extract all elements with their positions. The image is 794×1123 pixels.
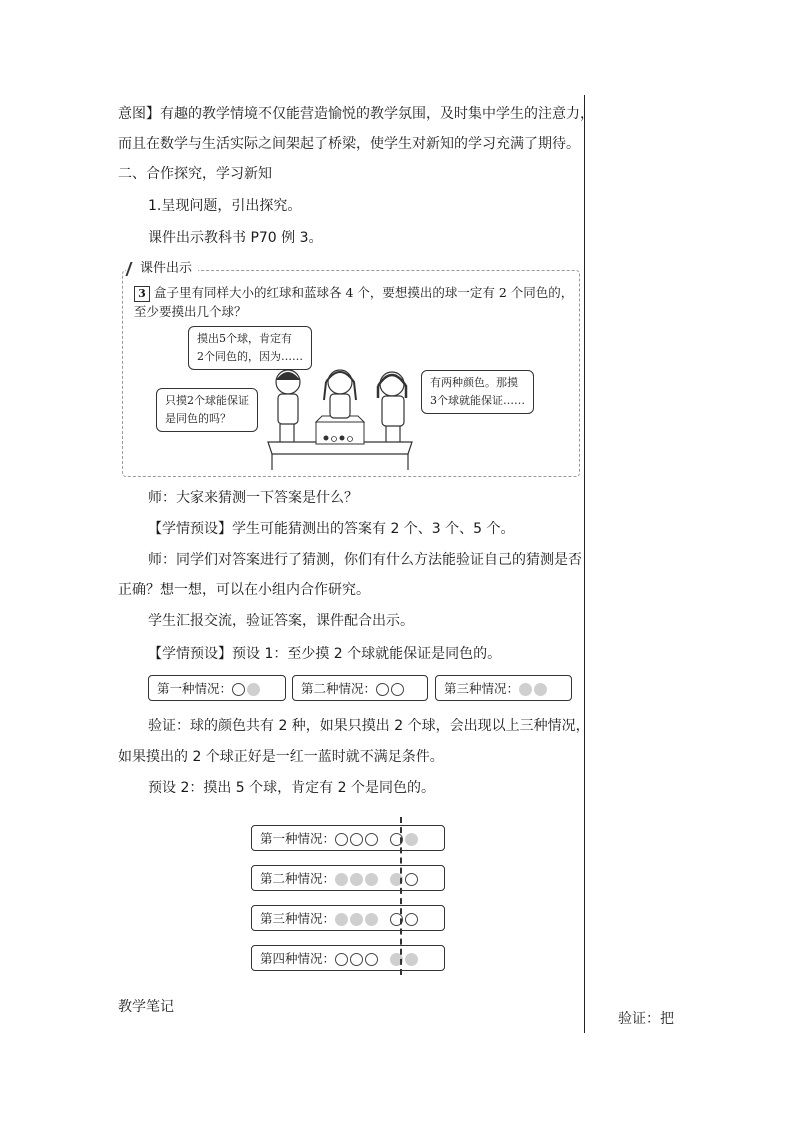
intent-line-2: 而且在数学与生活实际之间架起了桥梁，使学生对新知的学习充满了期待。 xyxy=(118,136,580,152)
section-heading: 二、合作探究，学习新知 xyxy=(118,166,272,182)
example-question-text-1: 盒子里有同样大小的红球和蓝球各 4 个，要想摸出的球一定有 2 个同色的， xyxy=(154,285,574,300)
column-divider xyxy=(584,95,585,1033)
situation-5-box-4 xyxy=(251,945,445,971)
preset-text: 学生可能猜测出的答案有 2 个、3 个、5 个。 xyxy=(232,521,515,537)
red-ball xyxy=(365,833,378,846)
courseware-intro: 课件出示教科书 P70 例 3。 xyxy=(148,230,323,246)
report-line: 学生汇报交流，验证答案，课件配合出示。 xyxy=(148,613,414,629)
situation-label: 第二种情况： xyxy=(301,681,377,696)
blue-ball xyxy=(365,873,378,886)
preset-text-2: 预设 1：至少摸 2 个球就能保证是同色的。 xyxy=(232,646,502,662)
bubble-left-line-2: 是同色的吗？ xyxy=(165,412,231,425)
bubble-top-line-1: 摸出5个球，肯定有 xyxy=(197,332,292,345)
blue-ball xyxy=(350,873,363,886)
teacher-question-2b: 正确？想一想，可以在小组内合作研究。 xyxy=(118,582,370,598)
bubble-right-line-2: 3个球就能保证…… xyxy=(430,394,525,407)
red-ball xyxy=(335,833,348,846)
red-ball xyxy=(405,913,418,926)
situation-2-box-1 xyxy=(148,675,286,701)
step-1: 1.呈现问题，引出探究。 xyxy=(148,198,302,214)
red-ball xyxy=(365,953,378,966)
situation-label: 第一种情况： xyxy=(260,831,336,846)
red-ball xyxy=(391,683,404,696)
example-question-line-2: 至少要摸出几个球？ xyxy=(134,304,247,319)
blue-ball xyxy=(365,913,378,926)
blue-ball xyxy=(519,683,532,696)
preset-label: 【学情预设】 xyxy=(148,521,232,537)
situation-2-box-3 xyxy=(435,675,572,701)
speech-bubble-right xyxy=(421,370,534,414)
intent-line-1: 意图】有趣的教学情境不仅能营造愉悦的教学氛围，及时集中学生的注意力， xyxy=(118,106,594,122)
red-ball xyxy=(232,683,245,696)
situation-5-box-2 xyxy=(251,865,445,891)
preset-2-line xyxy=(148,644,501,664)
preset-label-2: 【学情预设】 xyxy=(148,646,232,662)
bubble-top-line-2: 2个同色的，因为…… xyxy=(197,350,303,363)
red-ball xyxy=(350,953,363,966)
children-with-ball-box-illustration xyxy=(260,360,420,472)
teaching-notes-heading: 教学笔记 xyxy=(118,999,174,1015)
blue-ball xyxy=(350,913,363,926)
situation-label: 第二种情况： xyxy=(260,871,336,886)
preset-3-line: 预设 2：摸出 5 个球，肯定有 2 个是同色的。 xyxy=(148,780,435,796)
situation-5-box-1 xyxy=(251,825,445,851)
red-ball xyxy=(350,833,363,846)
verify-line-2: 如果摸出的 2 个球正好是一红一蓝时就不满足条件。 xyxy=(118,749,444,765)
situation-label: 第三种情况： xyxy=(444,681,520,696)
situation-label: 第三种情况： xyxy=(260,911,336,926)
blue-ball xyxy=(534,683,547,696)
bubble-left-line-1: 只摸2个球能保证 xyxy=(165,394,249,407)
example-question-line-1 xyxy=(134,282,573,304)
dashed-divider-line xyxy=(400,817,402,975)
situation-label: 第一种情况： xyxy=(157,681,233,696)
red-ball xyxy=(335,953,348,966)
blue-ball xyxy=(335,913,348,926)
speech-bubble-left xyxy=(156,388,258,432)
situation-label: 第四种情况： xyxy=(260,951,336,966)
blue-ball xyxy=(405,953,418,966)
preset-1-line xyxy=(148,519,515,539)
teacher-question-2a: 师：同学们对答案进行了猜测，你们有什么方法能验证自己的猜测是否 xyxy=(148,552,582,568)
red-ball xyxy=(376,683,389,696)
situation-5-box-3 xyxy=(251,905,445,931)
red-ball xyxy=(405,873,418,886)
courseware-tab: 课件出示 xyxy=(126,259,198,279)
example-number: 3 xyxy=(134,286,150,302)
bubble-right-line-1: 有两种颜色。那摸 xyxy=(430,376,518,389)
teacher-question-1: 师：大家来猜测一下答案是什么？ xyxy=(148,490,358,506)
blue-ball xyxy=(335,873,348,886)
situation-2-box-2 xyxy=(292,675,428,701)
margin-note: 验证：把 xyxy=(618,1011,674,1027)
blue-ball xyxy=(405,833,418,846)
verify-line-1: 验证：球的颜色共有 2 种，如果只摸出 2 个球，会出现以上三种情况， xyxy=(148,718,590,734)
blue-ball xyxy=(247,683,260,696)
